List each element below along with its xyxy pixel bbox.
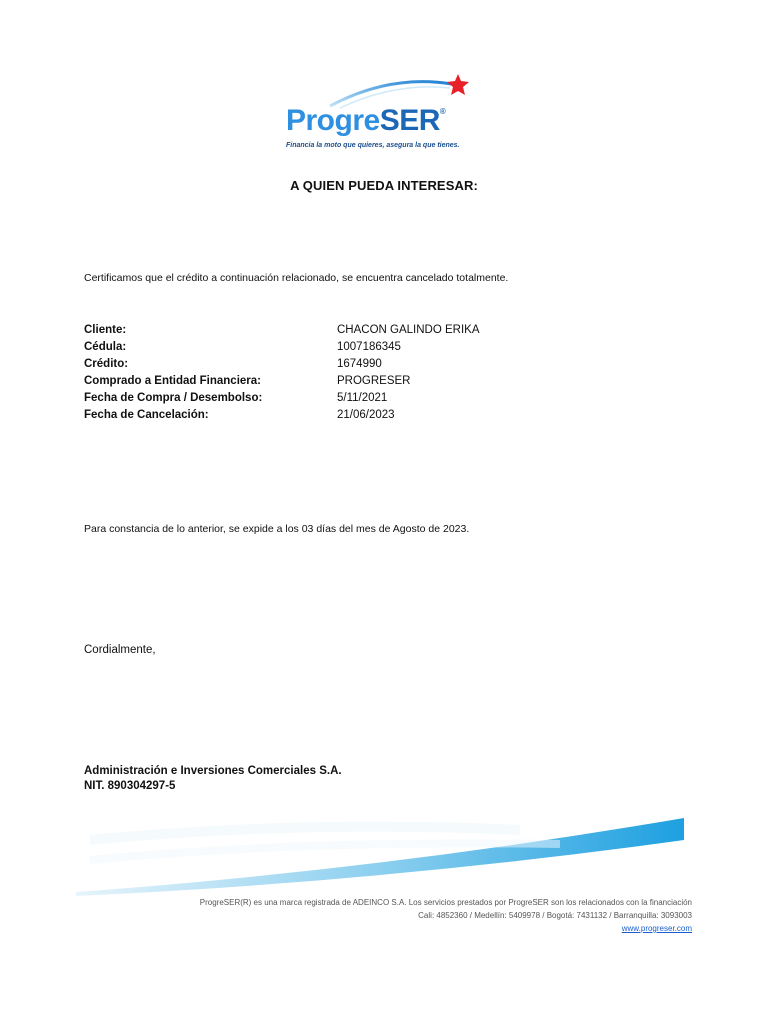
detail-row-entidad: Comprado a Entidad Financiera: PROGRESER bbox=[84, 375, 411, 387]
detail-row-credito: Crédito: 1674990 bbox=[84, 358, 382, 370]
document-heading: A QUIEN PUEDA INTERESAR: bbox=[290, 178, 478, 193]
footer-swoosh bbox=[0, 800, 768, 900]
star-icon bbox=[447, 74, 469, 95]
footer-phones: Cali: 4852360 / Medellín: 5409978 / Bogotá: 7431132 / Barranquilla: 3093003 bbox=[418, 911, 692, 920]
progreser-logo bbox=[280, 70, 480, 160]
company-signature bbox=[84, 764, 342, 794]
detail-row-cedula: Cédula: 1007186345 bbox=[84, 341, 401, 353]
detail-row-fecha-cancelacion: Fecha de Cancelación: 21/06/2023 bbox=[84, 409, 395, 421]
closing-text: Cordialmente, bbox=[84, 644, 156, 656]
logo-wordmark: ProgreSER® bbox=[286, 104, 446, 137]
certification-paragraph: Certificamos que el crédito a continuación relacionado, se encuentra cancelado totalmente. bbox=[84, 272, 509, 284]
detail-row-cliente: Cliente: CHACON GALINDO ERIKA bbox=[84, 324, 480, 336]
constancia-paragraph: Para constancia de lo anterior, se expide a los 03 días del mes de Agosto de 2023. bbox=[84, 523, 470, 535]
company-nit: NIT. 890304297-5 bbox=[84, 780, 176, 792]
footer-legal-text: ProgreSER(R) es una marca registrada de ADEINCO S.A. Los servicios prestados por ProgreSER son los relacionados con la financiación bbox=[199, 898, 692, 907]
website-link[interactable]: www.progreser.com bbox=[621, 924, 692, 933]
credit-details bbox=[84, 322, 480, 424]
logo-tagline: Financia la moto que quieres, asegura la que tienes. bbox=[286, 142, 460, 149]
footer bbox=[200, 896, 692, 935]
detail-row-fecha-compra: Fecha de Compra / Desembolso: 5/11/2021 bbox=[84, 392, 388, 404]
company-name: Administración e Inversiones Comerciales S.A. bbox=[84, 765, 342, 777]
